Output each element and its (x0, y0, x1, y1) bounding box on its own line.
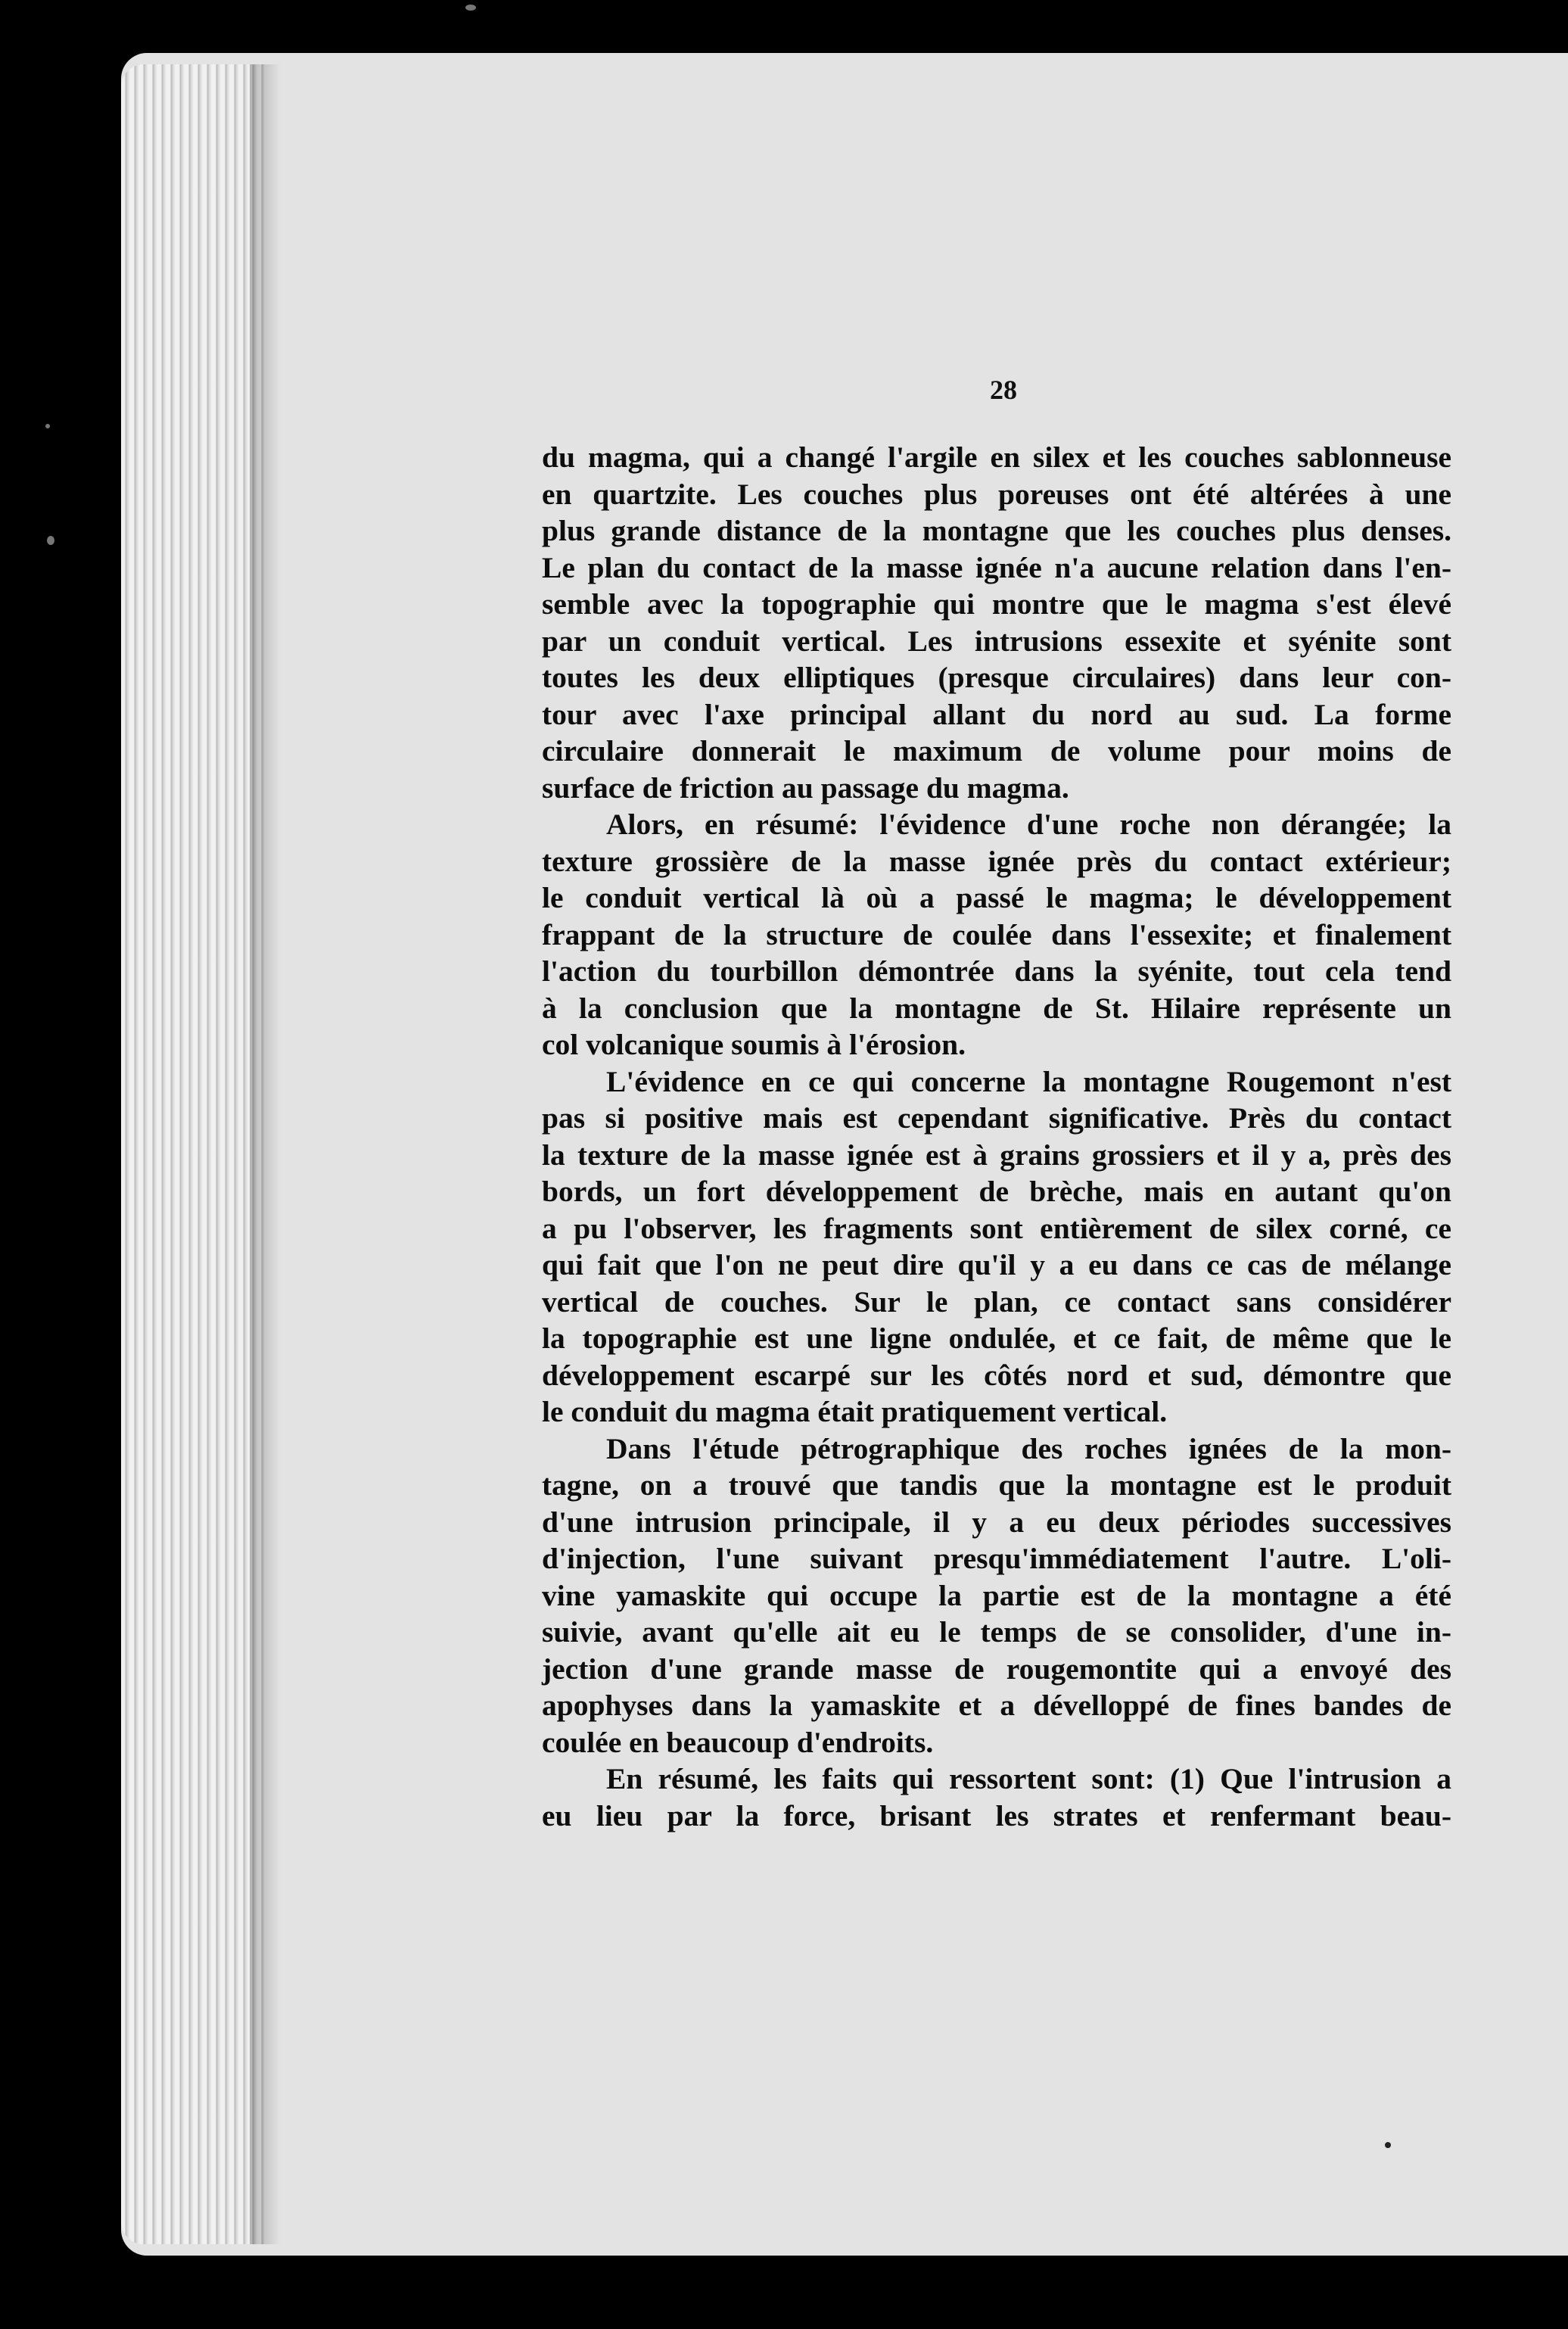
page-edges (121, 64, 265, 2244)
text-line: Alors, en résumé: l'évidence d'une roche non dérangée; la (606, 808, 1451, 841)
text-line: d'injection, l'une suivant presqu'immédiatement l'autre. L'oli- (542, 1542, 1451, 1575)
text-line: semble avec la topographie qui montre que le magma s'est élevé (542, 587, 1451, 621)
text-line: le conduit du magma était pratiquement vertical. (542, 1395, 1168, 1428)
text-line: L'évidence en ce qui concerne la montagne Rougemont n'est (606, 1064, 1451, 1098)
text-line: l'action du tourbillon démontrée dans la syénite, tout cela tend (542, 954, 1451, 988)
text-line: a pu l'observer, les fragments sont entièrement de silex corné, ce (542, 1211, 1451, 1245)
page-speck (1385, 2142, 1391, 2148)
text-line: du magma, qui a changé l'argile en silex et les couches sablonneuse (542, 441, 1451, 474)
text-line: vine yamaskite qui occupe la partie est de la montagne a été (542, 1578, 1451, 1612)
text-line: col volcanique soumis à l'érosion. (542, 1028, 966, 1061)
text-line: tour avec l'axe principal allant du nord au sud. La forme (542, 697, 1451, 731)
text-line: apophyses dans la yamaskite et a dévelloppé de fines bandes de (542, 1689, 1451, 1722)
text-line: frappant de la structure de coulée dans l'essexite; et finalement (542, 917, 1451, 951)
text-line: par un conduit vertical. Les intrusions essexite et syénite sont (542, 624, 1451, 658)
text-line: toutes les deux elliptiques (presque circulaires) dans leur con- (542, 661, 1451, 694)
body-text (542, 439, 1451, 1834)
text-line: la topographie est une ligne ondulée, et ce fait, de même que le (542, 1322, 1451, 1355)
text-line: plus grande distance de la montagne que les couches plus denses. (542, 514, 1451, 547)
text-line: coulée en beaucoup d'endroits. (542, 1725, 934, 1759)
text-line: qui fait que l'on ne peut dire qu'il y a eu dans ce cas de mélange (542, 1248, 1451, 1281)
text-line: développement escarpé sur les côtés nord et sud, démontre que (542, 1358, 1451, 1392)
text-line: la texture de la masse ignée est à grains grossiers et il y a, près des (542, 1138, 1451, 1172)
text-line: Le plan du contact de la masse ignée n'a aucune relation dans l'en- (542, 550, 1451, 584)
text-line: jection d'une grande masse de rougemontite qui a envoyé des (542, 1652, 1451, 1686)
text-line: bords, un fort développement de brèche, mais en autant qu'on (542, 1175, 1451, 1208)
text-line: à la conclusion que la montagne de St. Hilaire représente un (542, 991, 1451, 1025)
text-line: le conduit vertical là où a passé le magma; le développement (542, 881, 1451, 914)
text-line: suivie, avant qu'elle ait eu le temps de se consolider, d'une in- (542, 1615, 1451, 1649)
margin-speck (465, 5, 476, 11)
text-line: tagne, on a trouvé que tandis que la montagne est le produit (542, 1468, 1451, 1502)
text-line: texture grossière de la masse ignée près du contact extérieur; (542, 844, 1451, 878)
page-number: 28 (990, 375, 1017, 405)
text-line: Dans l'étude pétrographique des roches ignées de la mon- (606, 1431, 1451, 1465)
text-line: eu lieu par la force, brisant les strates et renfermant beau- (542, 1798, 1451, 1832)
text-line: en quartzite. Les couches plus poreuses ont été altérées à une (542, 477, 1451, 511)
text-line: pas si positive mais est cependant significative. Près du contact (542, 1101, 1451, 1135)
text-line: circulaire donnerait le maximum de volume pour moins de (542, 734, 1451, 768)
text-line: En résumé, les faits qui ressortent sont: (1) Que l'intrusion a (606, 1762, 1451, 1795)
text-line: d'une intrusion principale, il y a eu deux périodes successives (542, 1505, 1451, 1539)
margin-speck (45, 424, 50, 428)
text-line: surface de friction au passage du magma. (542, 771, 1069, 805)
margin-speck (47, 536, 54, 545)
page-edge-shadow (250, 64, 280, 2244)
text-line: vertical de couches. Sur le plan, ce contact sans considérer (542, 1284, 1451, 1319)
